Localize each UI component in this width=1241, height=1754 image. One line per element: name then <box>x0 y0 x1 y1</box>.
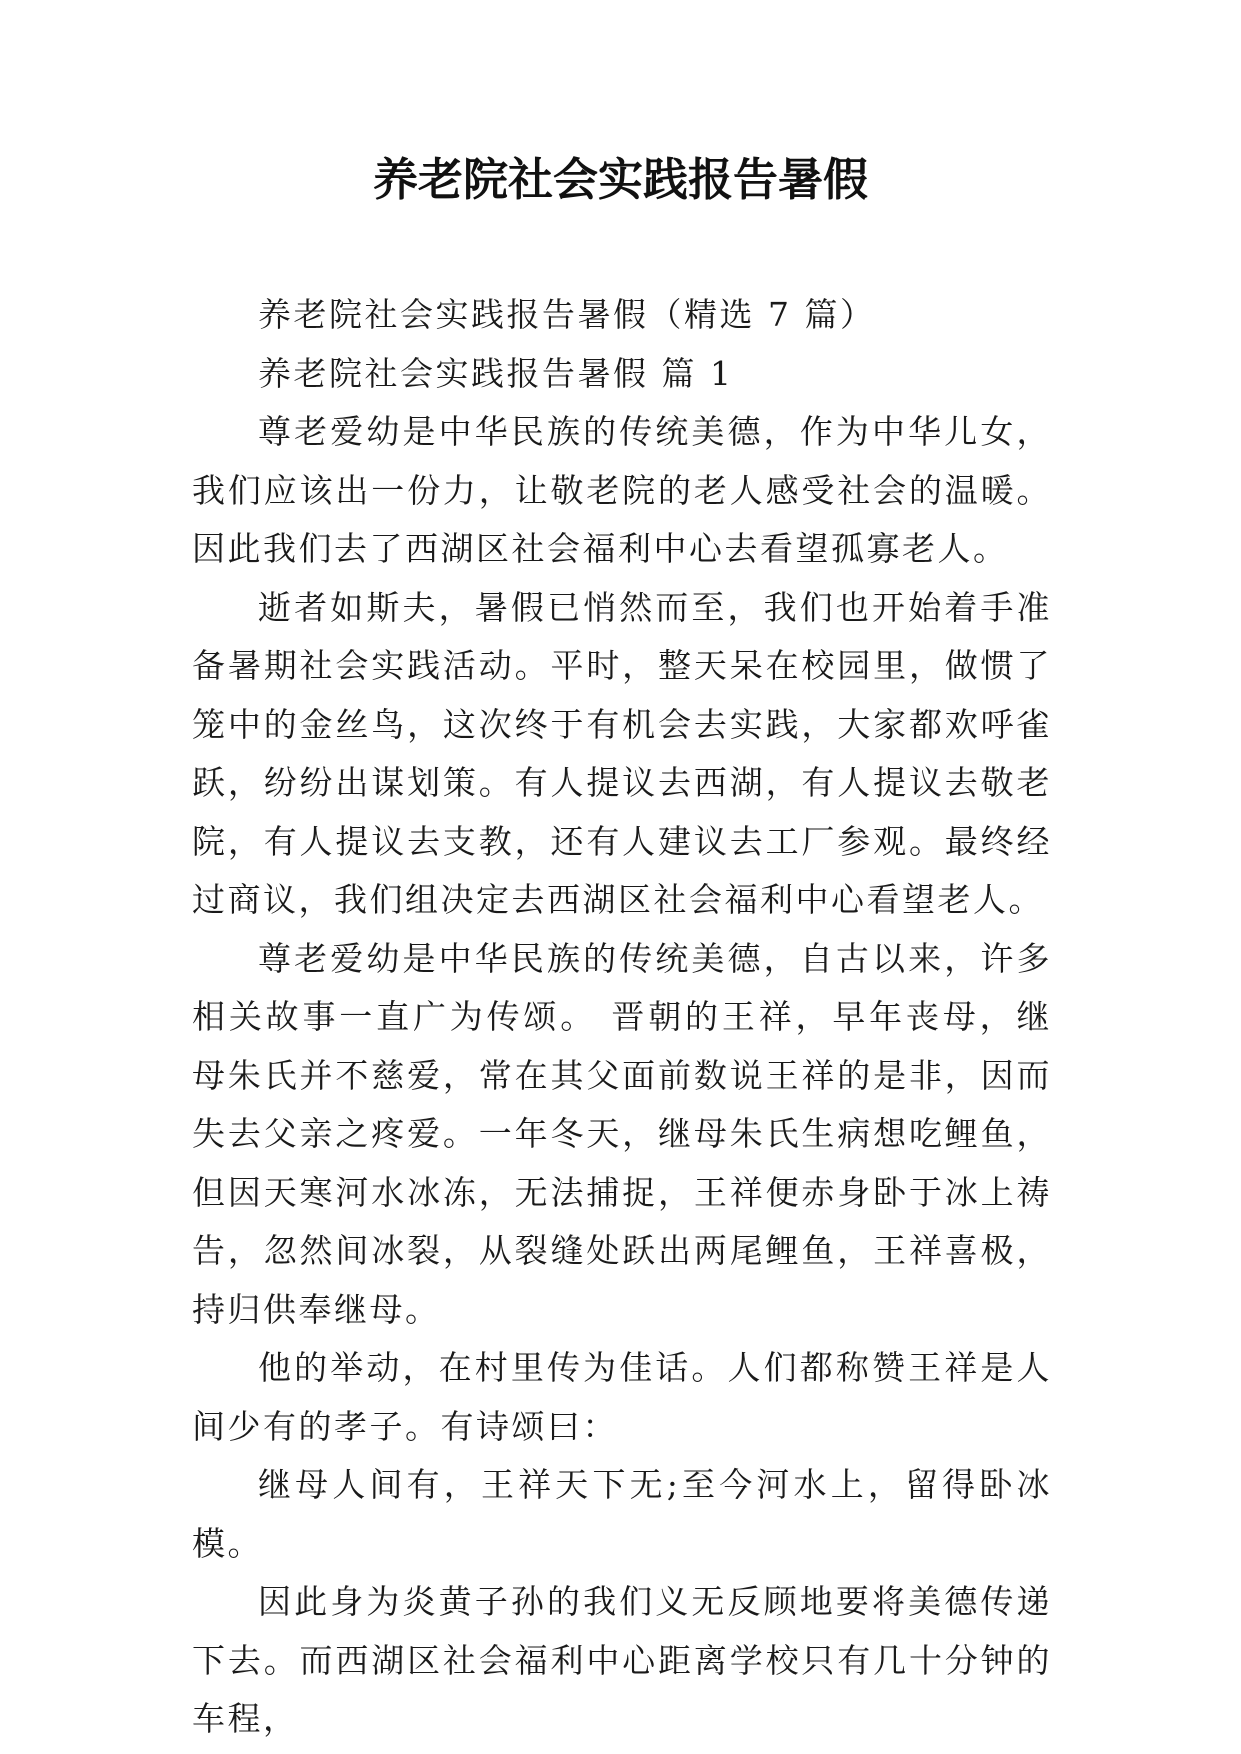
body-paragraph: 他的举动，在村里传为佳话。人们都称赞王祥是人间少有的孝子。有诗颂曰： <box>192 1348 1052 1446</box>
body-paragraph: 因此身为炎黄子孙的我们义无反顾地要将美德传递下去。而西湖区社会福利中心距离学校只有几十分钟的车程， <box>192 1582 1052 1738</box>
poem-line: 继母人间有，王祥天下无;至今河水上，留得卧冰模。 <box>192 1465 1052 1563</box>
subtitle-paragraph: 养老院社会实践报告暑假（精选 7 篇） <box>258 295 876 334</box>
section-heading: 养老院社会实践报告暑假 篇 1 <box>258 353 734 393</box>
body-paragraph: 尊老爱幼是中华民族的传统美德，自古以来，许多相关故事一直广为传颂。 晋朝的王祥，早年丧母，继母朱氏并不慈爱，常在其父面前数说王祥的是非，因而失去父亲之疼爱。一年冬天，继母朱氏生病想吃鲤鱼，但因天寒河水冰冻，无法捕捉，王祥便赤身卧于冰上祷告，忽然间冰裂，从裂缝处跃出两尾鲤鱼，王祥喜极，持归供奉继母。 <box>192 938 1052 1329</box>
document-title: 养老院社会实践报告暑假 <box>372 153 868 206</box>
document-body <box>192 286 1052 1749</box>
body-paragraph: 尊老爱幼是中华民族的传统美德，作为中华儿女，我们应该出一份力，让敬老院的老人感受社会的温暖。因此我们去了西湖区社会福利中心去看望孤寡老人。 <box>192 412 1052 568</box>
body-paragraph: 逝者如斯夫，暑假已悄然而至，我们也开始着手准备暑期社会实践活动。平时，整天呆在校园里，做惯了笼中的金丝鸟，这次终于有机会去实践，大家都欢呼雀跃，纷纷出谋划策。有人提议去西湖，有人提议去敬老院，有人提议去支教，还有人建议去工厂参观。最终经过商议，我们组决定去西湖区社会福利中心看望老人。 <box>192 587 1052 919</box>
